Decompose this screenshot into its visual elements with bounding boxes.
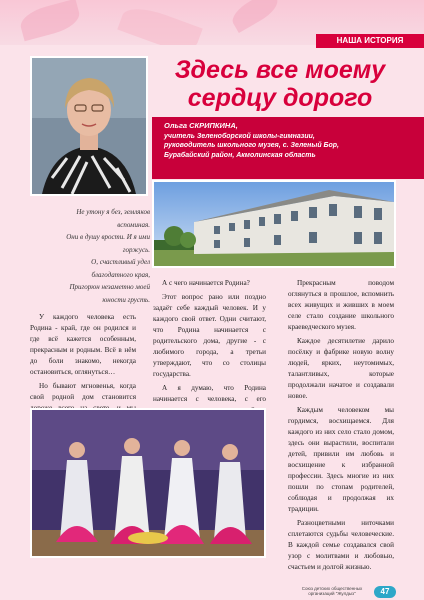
paragraph: Прекрасным поводом оглянуться в прошлое, вспомнить всех живущих и живших в моем селе стало создание школьного краеведческого музея. xyxy=(288,279,394,331)
poem-line: Они в душу врости. И я ими xyxy=(66,233,150,241)
poem-line: Пригорюн незаметно моей xyxy=(69,283,150,291)
paragraph: У каждого человека есть Родина - край, где он родился и где всё кажется особенным, прекрасным и родным. Всё в нём до боли знакомо, некогда остановиться, оглянуться… xyxy=(30,313,136,376)
author-detail: Бурабайский район, Акмолинская область xyxy=(164,151,316,159)
section-label: НАША ИСТОРИЯ xyxy=(316,34,424,48)
dance-illustration xyxy=(32,410,264,556)
school-illustration xyxy=(154,182,394,266)
page-footer xyxy=(292,586,402,600)
poem xyxy=(22,206,150,306)
org-line: Союз детских общественных xyxy=(301,586,363,591)
author-name: Ольга СКРИПКИНА, xyxy=(164,121,238,130)
poem-line: юности грусть. xyxy=(102,295,150,304)
organization-name xyxy=(292,586,372,596)
title-line: сердцу дорого xyxy=(187,84,373,112)
author-detail: руководитель школьного музея, с. Зеленый Бор, xyxy=(164,142,339,149)
paragraph: А я думаю, что Родина начинается с человека, с его xyxy=(153,384,266,403)
decorative-leaf xyxy=(228,0,282,33)
author-detail: учитель Зеленоборской школы-гимназии, xyxy=(164,132,315,140)
decorative-leaf xyxy=(17,0,82,41)
page-number: 47 xyxy=(374,586,396,598)
poem-line: горжусь. xyxy=(122,245,150,254)
paragraph: Разноцветными ниточками сплетаются судьбы человеческие. В каждой семье создавался свой узор с молитвами и любовью, счастьем и долгой жизнью. xyxy=(288,519,394,571)
paragraph: Этот вопрос рано или поздно задаёт себе каждый человек. И у каждого свой ответ. Одни считают, что Родина начинается с родительского дома, другие - с любимого города, а третьи утверждают, что со столицы государства. xyxy=(153,293,266,378)
author-portrait-photo xyxy=(30,56,148,196)
article-title xyxy=(160,56,400,112)
title-line: Здесь все моему xyxy=(174,56,386,84)
article-column-3 xyxy=(288,278,394,576)
paragraph: А с чего начинается Родина? xyxy=(162,279,250,287)
portrait-illustration xyxy=(32,58,146,194)
paragraph: Но бывают мгновенья, когда свой родной дом становится xyxy=(30,382,136,401)
school-building-photo xyxy=(152,180,396,268)
paragraph: Каждое десятилетие дарило посёлку и фабрике новую волну людей, ярких, неутомимых, талантливых, которые продолжали начатое и создавали новое. xyxy=(288,337,394,400)
folk-dance-photo xyxy=(30,408,266,558)
decorative-leaf xyxy=(117,1,202,45)
poem-line: вспоминая. xyxy=(117,220,150,229)
author-box xyxy=(152,117,424,179)
poem-line: О, счастливый удел xyxy=(91,258,150,266)
poem-line: благодатного края, xyxy=(91,270,150,279)
poem-line: Не утону я без, земляков xyxy=(76,208,150,216)
org-line: организаций "Жулдыз" xyxy=(308,591,356,596)
paragraph: Каждым человеком мы гордимся, восхищаемся. Для каждого из них село стало домом, здесь они вырастили, воспитали детей, привили им любовь и восхищение к избранной профессии. Здесь многие из них пошли по стопам родителей, соблюдая и продолжая их традиции. xyxy=(288,406,394,513)
